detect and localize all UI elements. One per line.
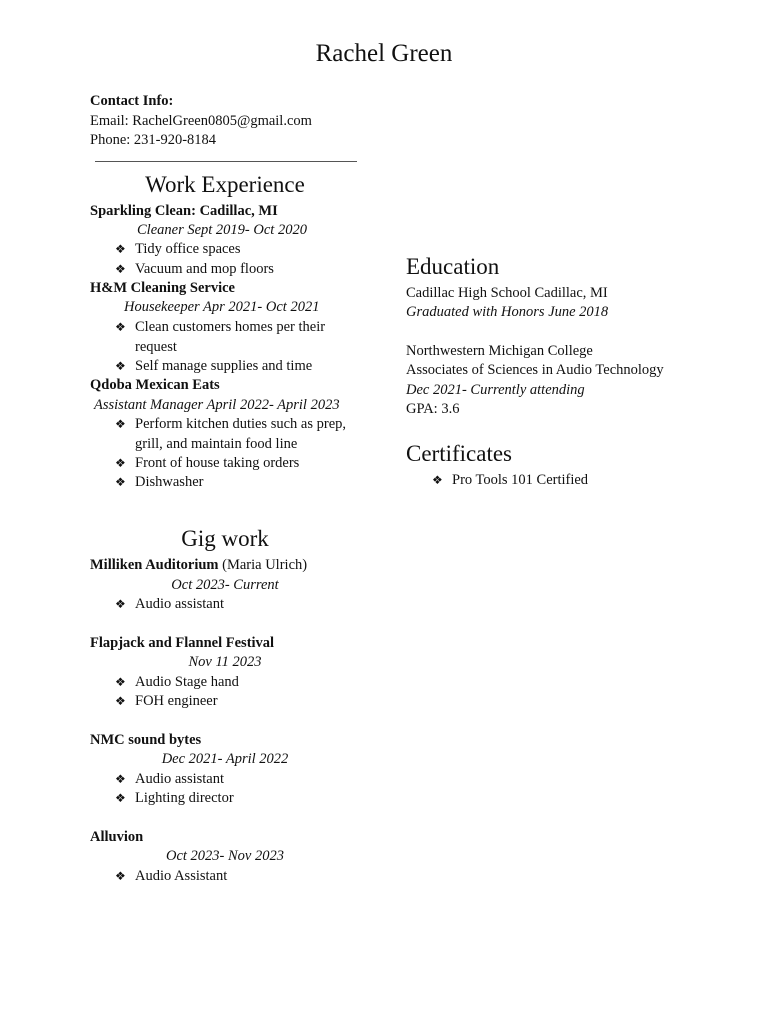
list-item <box>115 240 241 260</box>
list-item <box>115 770 225 790</box>
bullet-icon: ❖ <box>115 359 126 373</box>
gig-dates: Nov 11 2023 <box>188 654 262 670</box>
list-item <box>115 473 204 493</box>
duty-text: Audio assistant <box>135 596 225 612</box>
contact-block <box>90 92 312 151</box>
contact-heading: Contact Info: <box>90 93 174 109</box>
contact-email: Email: RachelGreen0805@gmail.com <box>90 112 312 129</box>
list-item <box>115 867 228 887</box>
gig-title-line <box>90 556 307 576</box>
gig-dates: Dec 2021- April 2022 <box>161 751 289 767</box>
gpa: GPA: 3.6 <box>406 401 460 417</box>
duty-text: Self manage supplies and time <box>135 358 313 374</box>
list-item <box>115 357 313 377</box>
list-item <box>115 260 274 280</box>
duty-text: Audio Stage hand <box>135 674 239 690</box>
bullet-icon: ❖ <box>115 242 126 256</box>
gig-heading: Gig work <box>181 526 269 551</box>
bullet-icon: ❖ <box>115 869 126 883</box>
list-item <box>115 318 360 357</box>
gig-title: Milliken Auditorium <box>90 557 219 573</box>
gig-dates: Oct 2023- Current <box>171 577 279 593</box>
bullet-icon: ❖ <box>115 694 126 708</box>
gig-dates: Oct 2023- Nov 2023 <box>166 848 284 864</box>
section-divider <box>95 161 357 162</box>
list-item <box>115 789 234 809</box>
bullet-icon: ❖ <box>115 791 126 805</box>
bullet-icon: ❖ <box>115 475 126 489</box>
bullet-icon: ❖ <box>115 772 126 786</box>
bullet-icon: ❖ <box>115 675 126 689</box>
list-item <box>115 415 370 454</box>
duty-text: Audio assistant <box>135 771 225 787</box>
school-status: Graduated with Honors June 2018 <box>406 304 609 320</box>
gig-title: Flapjack and Flannel Festival <box>90 635 275 651</box>
job-employer: Sparkling Clean: Cadillac, MI <box>90 203 278 219</box>
education-heading: Education <box>406 254 500 279</box>
job-employer: H&M Cleaning Service <box>90 280 235 296</box>
certificate-text: Pro Tools 101 Certified <box>452 472 589 488</box>
job-employer: Qdoba Mexican Eats <box>90 377 220 393</box>
gig-contact: (Maria Ulrich) <box>218 557 308 573</box>
work-heading: Work Experience <box>145 172 305 197</box>
job-role: Assistant Manager April 2022- April 2023 <box>94 397 340 413</box>
bullet-icon: ❖ <box>115 417 126 431</box>
duty-text: Tidy office spaces <box>135 241 241 257</box>
school-status: Dec 2021- Currently attending <box>406 382 585 398</box>
certificates-heading: Certificates <box>406 441 513 466</box>
degree: Associates of Sciences in Audio Technology <box>406 362 664 378</box>
duty-text: Vacuum and mop floors <box>135 261 274 277</box>
duty-text: Clean customers homes per their request <box>135 319 326 355</box>
resume-name: Rachel Green <box>315 40 453 67</box>
list-item <box>115 595 225 615</box>
list-item <box>115 454 300 474</box>
school-name: Cadillac High School Cadillac, MI <box>406 285 608 301</box>
duty-text: FOH engineer <box>135 693 218 709</box>
duty-text: Front of house taking orders <box>135 455 300 471</box>
bullet-icon: ❖ <box>432 473 443 487</box>
list-item <box>115 673 239 693</box>
gig-title: Alluvion <box>90 829 144 845</box>
gig-title: NMC sound bytes <box>90 732 202 748</box>
job-role: Cleaner Sept 2019- Oct 2020 <box>137 222 307 238</box>
duty-text: Audio Assistant <box>135 868 228 884</box>
contact-phone: Phone: 231-920-8184 <box>90 132 217 148</box>
list-item <box>432 471 589 491</box>
job-role: Housekeeper Apr 2021- Oct 2021 <box>124 299 320 315</box>
duty-text: Perform kitchen duties such as prep, grill, and maintain food line <box>135 416 347 452</box>
duty-text: Lighting director <box>135 790 234 806</box>
bullet-icon: ❖ <box>115 262 126 276</box>
duty-text: Dishwasher <box>135 474 204 490</box>
bullet-icon: ❖ <box>115 320 126 334</box>
school-name: Northwestern Michigan College <box>406 343 593 359</box>
list-item <box>115 692 218 712</box>
bullet-icon: ❖ <box>115 456 126 470</box>
bullet-icon: ❖ <box>115 597 126 611</box>
